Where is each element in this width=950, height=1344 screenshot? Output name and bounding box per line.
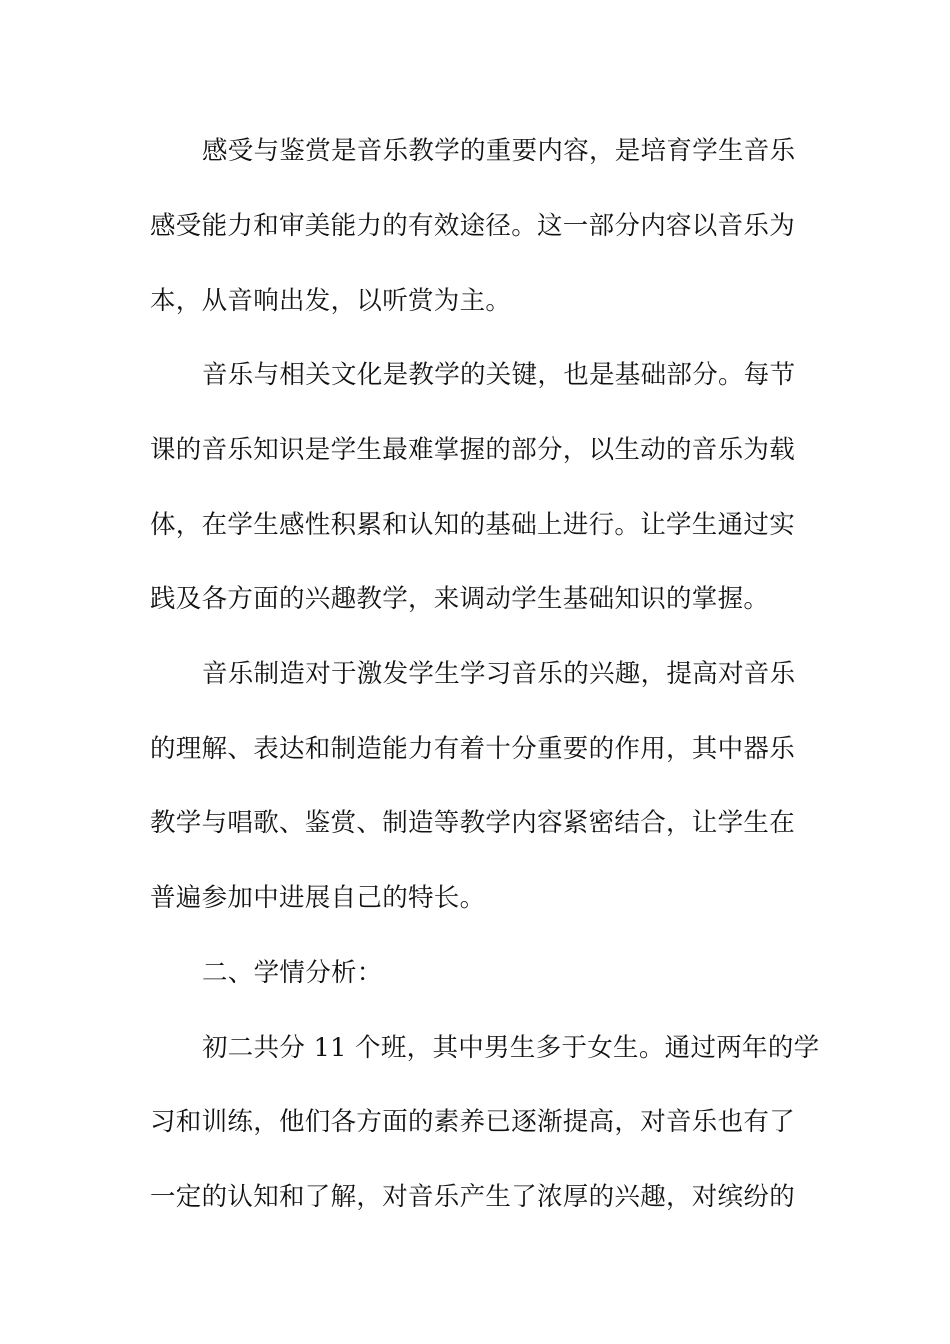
text-line: 音乐制造对于激发学生学习音乐的兴趣，提高对音乐 [202,659,796,689]
text-line: 教学与唱歌、鉴赏、制造等教学内容紧密结合，让学生在 [150,808,796,838]
text-line: 课的音乐知识是学生最难掌握的部分，以生动的音乐为载 [150,435,796,465]
text-line: 初二共分 11 个班，其中男生多于女生。通过两年的学 [202,1033,820,1063]
text-line: 一定的认知和了解，对音乐产生了浓厚的兴趣，对缤纷的 [150,1182,796,1212]
text-line: 本，从音响出发，以听赏为主。 [150,286,512,316]
text-line: 感受与鉴赏是音乐教学的重要内容，是培育学生音乐 [202,136,796,166]
text-line: 的理解、表达和制造能力有着十分重要的作用，其中器乐 [150,734,796,764]
text-line: 体，在学生感性积累和认知的基础上进行。让学生通过实 [150,510,796,540]
text-line: 习和训练，他们各方面的素养已逐渐提高，对音乐也有了 [150,1107,796,1137]
text-line: 感受能力和审美能力的有效途径。这一部分内容以音乐为 [150,211,796,241]
text-line: 普遍参加中进展自己的特长。 [150,883,486,913]
text-line: 音乐与相关文化是教学的关键，也是基础部分。每节 [202,360,796,390]
text-line: 践及各方面的兴趣教学，来调动学生基础知识的掌握。 [150,584,770,614]
section-heading: 二、学情分析： [202,958,383,988]
